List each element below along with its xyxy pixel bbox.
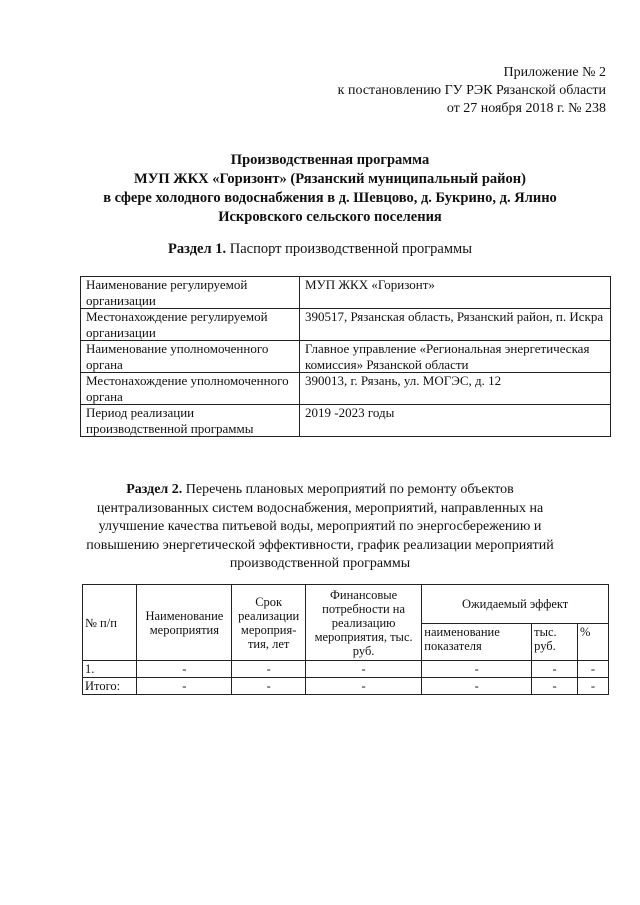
section-2-label: Раздел 2. [126, 482, 183, 497]
passport-value: 2019 -2023 годы [300, 405, 611, 437]
passport-row [81, 341, 611, 373]
passport-label: Период реализации производственной программы [81, 405, 300, 437]
cell-thousand: - [532, 661, 578, 678]
cell-name: - [137, 661, 232, 678]
passport-row [81, 405, 611, 437]
cell-num: Итого: [83, 678, 137, 695]
cell-num: 1. [83, 661, 137, 678]
cell-term: - [232, 678, 306, 695]
table-row [83, 678, 609, 695]
cell-name: - [137, 678, 232, 695]
title-line-2: МУП ЖКХ «Горизонт» (Рязанский муниципальный район) [134, 171, 526, 187]
section-2-text: Перечень плановых мероприятий по ремонту объектов централизованных систем водоснабжения, мероприятий, направленных на улучшение качества питьевой воды, мероприятий по энергосбережению и повышению энергетической эффективности, график реализации мероприятий производственной программы [86, 482, 554, 571]
appendix-line-2: к постановлению ГУ РЭК Рязанской области [337, 83, 606, 98]
table-row [83, 661, 609, 678]
title-line-4: Искровского сельского поселения [218, 209, 442, 225]
passport-label: Наименование уполномоченного органа [81, 341, 300, 373]
events-table [82, 584, 609, 695]
passport-label: Местонахождение уполномоченного органа [81, 373, 300, 405]
section-1-text: Паспорт производственной программы [229, 241, 472, 257]
passport-row [81, 373, 611, 405]
col-effect-header: Ожидаемый эффект [422, 585, 609, 624]
cell-finance: - [305, 678, 421, 695]
col-percent-header: % [578, 624, 609, 661]
passport-value: Главное управление «Региональная энергетическая комиссия» Рязанской области [300, 341, 611, 373]
section-2-heading [85, 481, 555, 574]
appendix-line-3: от 27 ноября 2018 г. № 238 [446, 101, 606, 116]
cell-percent: - [578, 678, 609, 695]
passport-row [81, 277, 611, 309]
passport-label: Наименование регулируемой организации [81, 277, 300, 309]
col-name-header: Наименование мероприятия [137, 585, 232, 661]
passport-row [81, 309, 611, 341]
col-finance-header: Финансовые потребности на реализацию мероприятия, тыс. руб. [305, 585, 421, 661]
passport-label: Местонахождение регулируемой организации [81, 309, 300, 341]
col-indicator-header: наименование показателя [422, 624, 532, 661]
document-title [60, 151, 600, 227]
cell-indicator: - [422, 678, 532, 695]
section-1-heading [0, 240, 640, 258]
passport-value: 390517, Рязанская область, Рязанский район, п. Искра [300, 309, 611, 341]
passport-table [80, 276, 611, 437]
appendix-line-1: Приложение № 2 [503, 65, 606, 80]
title-line-1: Производственная программа [230, 152, 430, 168]
events-header-row [83, 585, 609, 624]
title-line-3: в сфере холодного водоснабжения в д. Шевцово, д. Букрино, д. Ялино [103, 190, 557, 206]
col-term-header: Срок реализации мероприя-тия, лет [232, 585, 306, 661]
col-thousand-header: тыс. руб. [532, 624, 578, 661]
passport-value: МУП ЖКХ «Горизонт» [300, 277, 611, 309]
cell-indicator: - [422, 661, 532, 678]
col-num-header: № п/п [83, 585, 137, 661]
cell-term: - [232, 661, 306, 678]
cell-percent: - [578, 661, 609, 678]
section-1-label: Раздел 1. [168, 241, 227, 257]
cell-thousand: - [532, 678, 578, 695]
passport-value: 390013, г. Рязань, ул. МОГЭС, д. 12 [300, 373, 611, 405]
cell-finance: - [305, 661, 421, 678]
appendix-block [338, 64, 606, 118]
